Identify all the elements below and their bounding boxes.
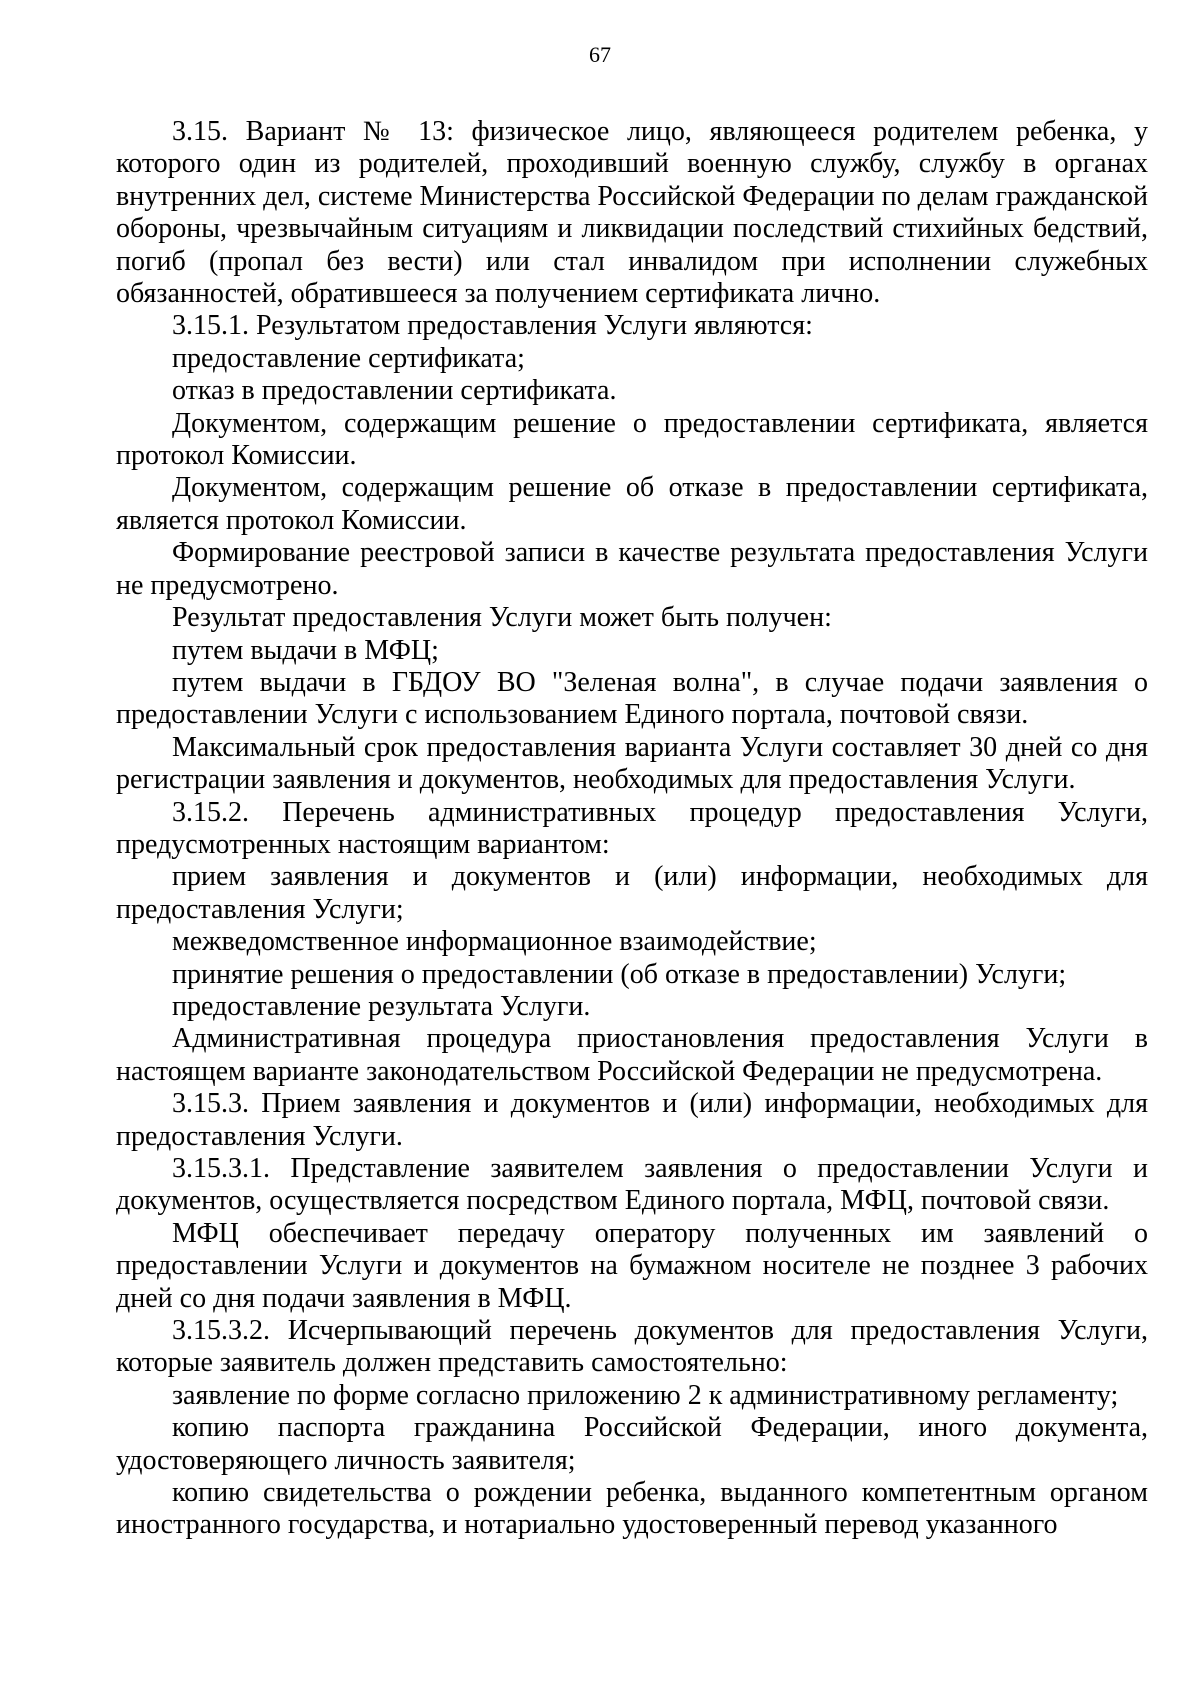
paragraph: Административная процедура приостановления предоставления Услуги в настоящем варианте законодательством Российской Федерации не предусмотрена.: [116, 1023, 1148, 1087]
paragraph: заявление по форме согласно приложению 2 к административному регламенту;: [172, 1379, 1119, 1411]
paragraph: предоставление результата Услуги.: [172, 990, 591, 1022]
paragraph: 3.15.3.2. Исчерпывающий перечень документов для предоставления Услуги, которые заявитель должен представить самостоятельно:: [116, 1315, 1148, 1379]
paragraph: Максимальный срок предоставления варианта Услуги составляет 30 дней со дня регистрации заявления и документов, необходимых для предоставления Услуги.: [116, 731, 1148, 796]
paragraph: Документом, содержащим решение о предоставлении сертификата, является протокол Комиссии.: [116, 407, 1148, 472]
paragraph: путем выдачи в МФЦ;: [172, 634, 439, 666]
paragraph: Формирование реестровой записи в качестве результата предоставления Услуги не предусмотрено.: [116, 537, 1148, 601]
page-number: 67: [589, 42, 611, 67]
paragraph: 3.15.2. Перечень административных процедур предоставления Услуги, предусмотренных настоящим вариантом:: [116, 796, 1148, 860]
paragraph: Результат предоставления Услуги может быть получен:: [172, 602, 832, 634]
paragraph: МФЦ обеспечивает передачу оператору полученных им заявлений о предоставлении Услуги и документов на бумажном носителе не позднее 3 рабочих дней со дня подачи заявления в МФЦ.: [116, 1217, 1148, 1314]
paragraph: отказ в предоставлении сертификата.: [172, 375, 617, 407]
paragraph: Документом, содержащим решение об отказе в предоставлении сертификата, является протокол Комиссии.: [116, 472, 1148, 536]
paragraph: предоставление сертификата;: [172, 342, 525, 374]
paragraph: прием заявления и документов и (или) информации, необходимых для предоставления Услуги;: [116, 861, 1148, 925]
paragraph: копию свидетельства о рождении ребенка, выданного компетентным органом иностранного государства, и нотариально удостоверенный перевод указанного: [116, 1477, 1148, 1541]
paragraph: путем выдачи в ГБДОУ ВО "Зеленая волна", в случае подачи заявления о предоставлении Услуги с использованием Единого портала, почтовой связи.: [116, 666, 1148, 731]
paragraph: копию паспорта гражданина Российской Федерации, иного документа, удостоверяющего личность заявителя;: [116, 1412, 1148, 1476]
paragraph: межведомственное информационное взаимодействие;: [172, 926, 817, 958]
document-body: [116, 116, 1148, 1542]
paragraph: принятие решения о предоставлении (об отказе в предоставлении) Услуги;: [172, 958, 1067, 990]
paragraph: 3.15.3.1. Представление заявителем заявления о предоставлении Услуги и документов, осуществляется посредством Единого портала, МФЦ, почтовой связи.: [116, 1153, 1148, 1217]
paragraph: 3.15.1. Результатом предоставления Услуги являются:: [172, 310, 813, 342]
paragraph: 3.15. Вариант № 13: физическое лицо, являющееся родителем ребенка, у которого один из родителей, проходивший военную службу, службу в органах внутренних дел, системе Министерства Российской Федерации по делам гражданской обороны, чрезвычайным ситуациям и ликвидации последствий стихийных бедствий, погиб (пропал без вести) или стал инвалидом при исполнении служебных обязанностей, обратившееся за получением сертификата лично.: [116, 116, 1148, 310]
paragraph: 3.15.3. Прием заявления и документов и (или) информации, необходимых для предоставления Услуги.: [116, 1088, 1148, 1152]
